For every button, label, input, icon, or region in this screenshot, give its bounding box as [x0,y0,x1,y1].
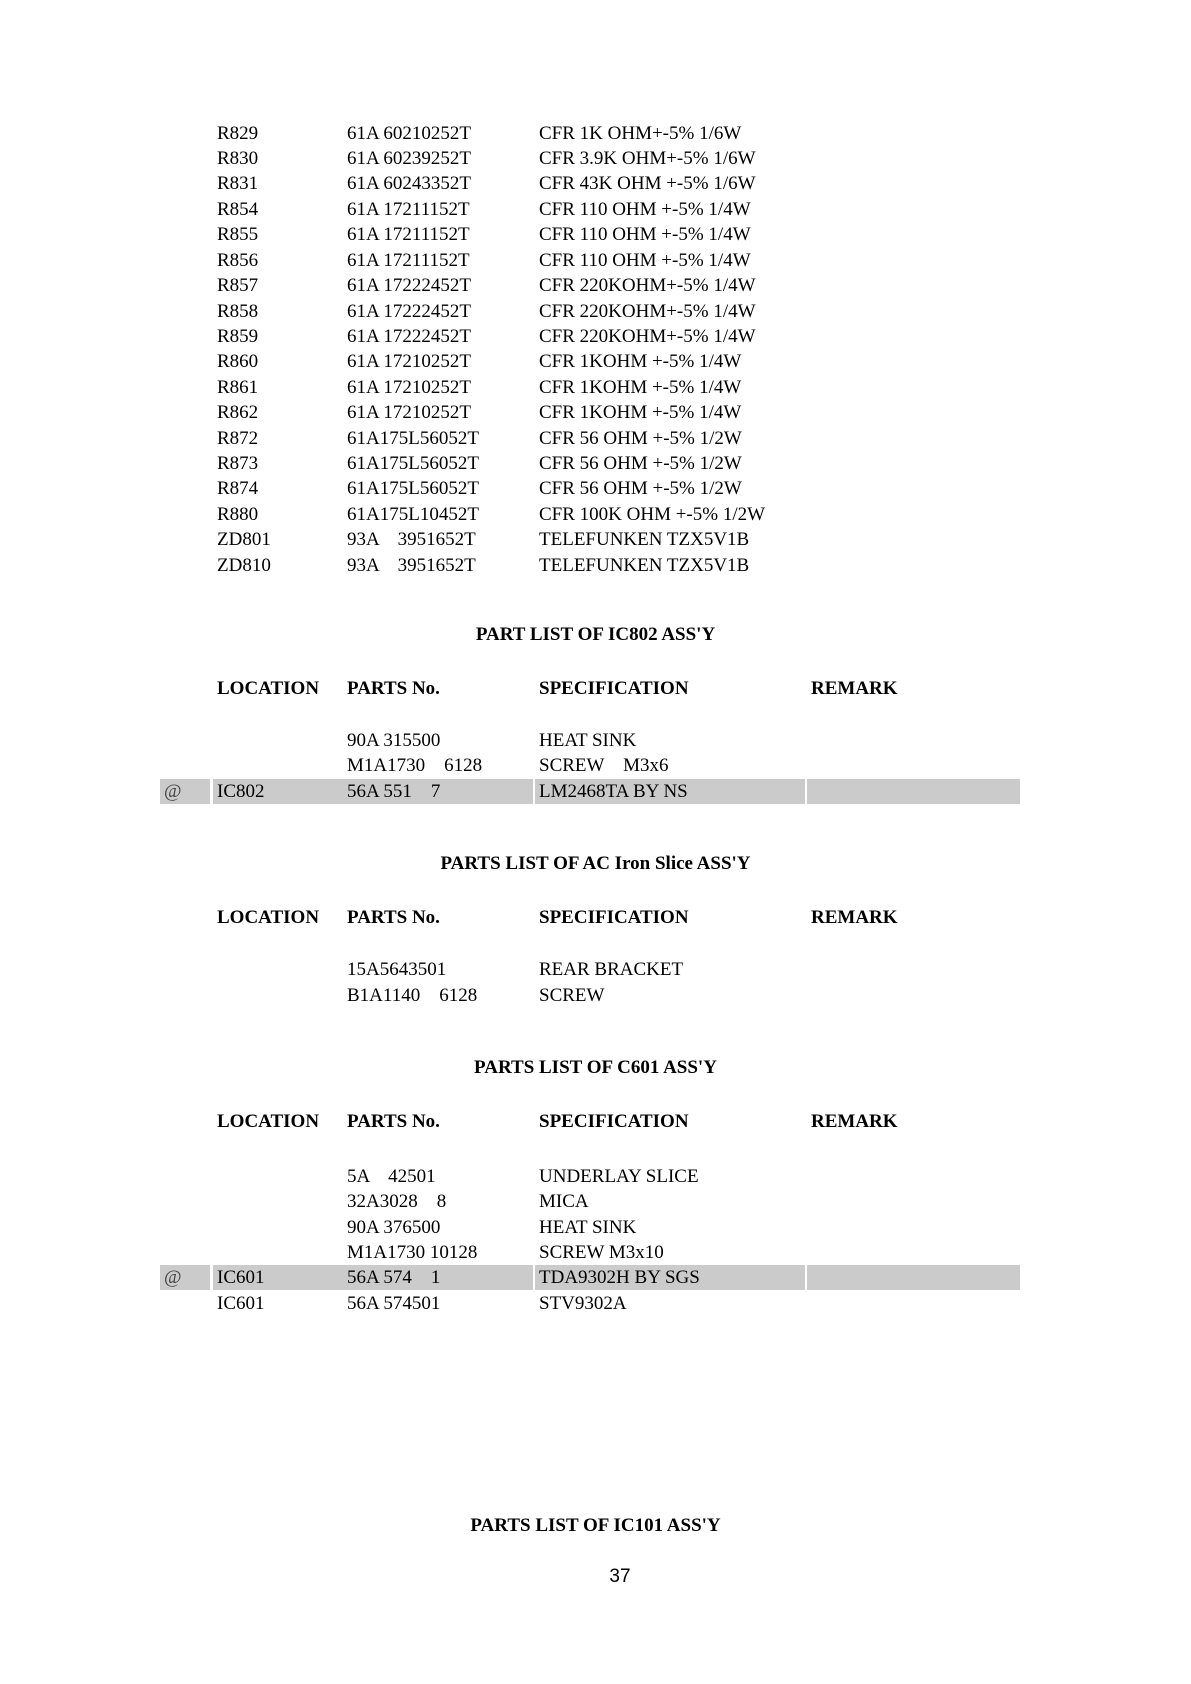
location-cell: ZD801 [217,529,271,550]
specification-cell: SCREW M3x10 [539,1242,664,1263]
location-cell: R862 [217,402,259,423]
table-header [160,1109,1020,1134]
location-cell: R858 [217,301,259,322]
part-number-cell: 90A 376500 [347,1217,441,1238]
table-row [160,957,1020,982]
specification-cell: CFR 110 OHM +-5% 1/4W [539,199,751,220]
specification-cell: CFR 43K OHM +-5% 1/6W [539,173,756,194]
specification-header: SPECIFICATION [539,678,689,699]
table-header [160,676,1020,701]
table-row [160,1164,1020,1189]
table-row [160,197,1020,222]
specification-cell: CFR 56 OHM +-5% 1/2W [539,478,742,499]
specification-cell: CFR 1KOHM +-5% 1/4W [539,377,742,398]
table-row [160,324,1020,349]
page-number: 37 [609,1566,631,1587]
part-number-cell: 93A 3951652T [347,555,476,576]
location-cell: R829 [217,123,259,144]
specification-header: SPECIFICATION [539,1111,689,1132]
part-number-cell: 61A175L56052T [347,478,479,499]
location-cell: R856 [217,250,259,271]
specification-cell: UNDERLAY SLICE [539,1166,699,1187]
table-row [160,1291,1020,1316]
location-cell: R861 [217,377,259,398]
table-row [160,728,1020,753]
table-row [160,426,1020,451]
table-row [160,248,1020,273]
table-row [160,349,1020,374]
specification-cell: TELEFUNKEN TZX5V1B [539,555,750,576]
part-number-cell: 61A 17211152T [347,250,470,271]
part-number-cell: 32A3028 8 [347,1191,447,1212]
part-number-cell: 56A 574501 [347,1293,441,1314]
part-number-cell: 56A 551 7 [343,779,533,804]
remark-header: REMARK [811,907,898,928]
remark-header: REMARK [811,678,898,699]
specification-cell: CFR 3.9K OHM+-5% 1/6W [539,148,756,169]
location-cell: IC601 [217,1293,265,1314]
table-row [160,1215,1020,1240]
location-cell: R855 [217,224,259,245]
table-row [160,983,1020,1008]
table-row [160,502,1020,527]
location-cell: IC601 [213,1265,343,1290]
section-title: PARTS LIST OF C601 ASS'Y [474,1057,717,1078]
table-row [160,476,1020,501]
location-cell: R830 [217,148,259,169]
specification-cell: CFR 110 OHM +-5% 1/4W [539,224,751,245]
specification-cell: SCREW M3x6 [539,755,669,776]
table-row [160,273,1020,298]
table-row [160,1240,1020,1265]
specification-cell: SCREW [539,985,605,1006]
specification-cell: TELEFUNKEN TZX5V1B [539,529,750,550]
location-cell: R859 [217,326,259,347]
part-number-cell: B1A1140 6128 [347,985,478,1006]
table-row [160,299,1020,324]
part-number-cell: 61A 17222452T [347,326,472,347]
location-cell: R854 [217,199,259,220]
table-row [160,451,1020,476]
location-cell: R872 [217,428,259,449]
highlighted-table-row [160,779,1020,804]
location-header: LOCATION [217,678,320,699]
specification-cell: CFR 1K OHM+-5% 1/6W [539,123,742,144]
part-number-cell: 61A 60210252T [347,123,472,144]
parts-no-header: PARTS No. [347,907,440,928]
location-cell: R880 [217,504,259,525]
part-number-cell: 56A 574 1 [343,1265,533,1290]
part-number-cell: M1A1730 6128 [347,755,483,776]
specification-cell: CFR 56 OHM +-5% 1/2W [539,453,742,474]
table-row [160,222,1020,247]
part-number-cell: 61A 60243352T [347,173,472,194]
location-header: LOCATION [217,907,320,928]
part-number-cell: 61A 17210252T [347,402,472,423]
location-cell: IC802 [213,779,343,804]
section-title-ic101: PARTS LIST OF IC101 ASS'Y [470,1515,721,1536]
location-cell: R874 [217,478,259,499]
table-row [160,400,1020,425]
part-number-cell: 61A 17210252T [347,351,472,372]
change-mark: @ [160,1265,210,1290]
specification-cell: CFR 110 OHM +-5% 1/4W [539,250,751,271]
parts-no-header: PARTS No. [347,678,440,699]
part-number-cell: 5A 42501 [347,1166,436,1187]
table-row [160,146,1020,171]
part-number-cell: 61A 17222452T [347,275,472,296]
remark-cell [807,1265,1020,1290]
remark-cell [807,779,1020,804]
specification-cell: CFR 56 OHM +-5% 1/2W [539,428,742,449]
part-number-cell: 61A 17211152T [347,199,470,220]
specification-cell: HEAT SINK [539,730,637,751]
specification-header: SPECIFICATION [539,907,689,928]
location-cell: R857 [217,275,259,296]
part-number-cell: 90A 315500 [347,730,441,751]
table-header [160,905,1020,930]
change-mark: @ [160,779,210,804]
specification-cell: CFR 220KOHM+-5% 1/4W [539,326,756,347]
part-number-cell: 61A 17211152T [347,224,470,245]
part-number-cell: 61A 60239252T [347,148,472,169]
parts-no-header: PARTS No. [347,1111,440,1132]
part-number-cell: M1A1730 10128 [347,1242,478,1263]
part-number-cell: 15A5643501 [347,959,447,980]
table-row [160,753,1020,778]
part-number-cell: 61A175L56052T [347,428,479,449]
part-number-cell: 61A 17210252T [347,377,472,398]
table-row [160,1189,1020,1214]
specification-cell: CFR 1KOHM +-5% 1/4W [539,351,742,372]
table-row [160,375,1020,400]
location-cell: R860 [217,351,259,372]
specification-cell: CFR 1KOHM +-5% 1/4W [539,402,742,423]
section-title: PART LIST OF IC802 ASS'Y [475,624,716,645]
location-header: LOCATION [217,1111,320,1132]
part-number-cell: 61A175L10452T [347,504,479,525]
specification-cell: MICA [539,1191,589,1212]
table-row [160,527,1020,552]
table-row [160,553,1020,578]
location-cell: R873 [217,453,259,474]
table-row [160,171,1020,196]
part-number-cell: 61A 17222452T [347,301,472,322]
section-title: PARTS LIST OF AC Iron Slice ASS'Y [440,853,751,874]
remark-header: REMARK [811,1111,898,1132]
specification-cell: TDA9302H BY SGS [535,1265,805,1290]
location-cell: R831 [217,173,259,194]
specification-cell: CFR 100K OHM +-5% 1/2W [539,504,766,525]
specification-cell: REAR BRACKET [539,959,684,980]
specification-cell: LM2468TA BY NS [535,779,805,804]
specification-cell: CFR 220KOHM+-5% 1/4W [539,275,756,296]
location-cell: ZD810 [217,555,271,576]
table-row [160,121,1020,146]
part-number-cell: 61A175L56052T [347,453,479,474]
highlighted-table-row [160,1265,1020,1290]
part-number-cell: 93A 3951652T [347,529,476,550]
specification-cell: CFR 220KOHM+-5% 1/4W [539,301,756,322]
specification-cell: STV9302A [539,1293,627,1314]
specification-cell: HEAT SINK [539,1217,637,1238]
